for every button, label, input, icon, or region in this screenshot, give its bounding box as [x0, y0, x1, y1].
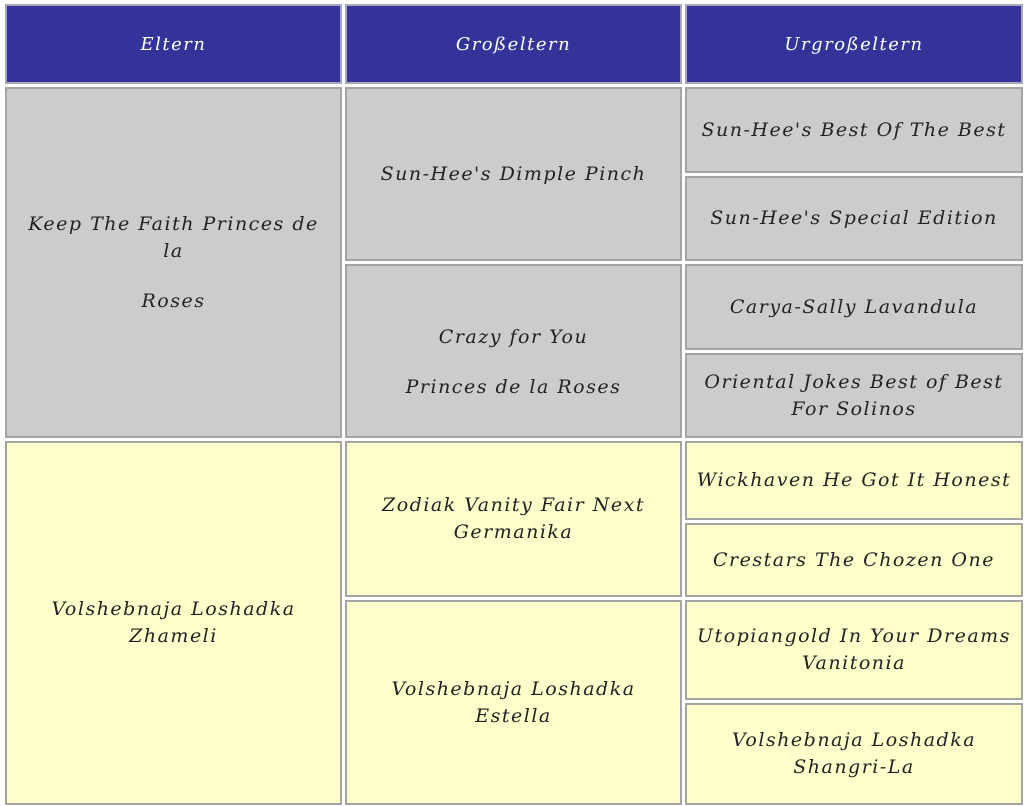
header-parents — [5, 4, 342, 84]
dam-great-grandparent-1-name: Wickhaven He Got It Honest — [696, 469, 1012, 491]
header-great-grandparents-label: Urgroßeltern — [784, 33, 924, 55]
sire-parent-line1: Keep The Faith Princes de la — [28, 212, 319, 262]
sire-parent-line2: Roses — [141, 289, 206, 312]
dam-parent-cell — [5, 441, 342, 805]
sire-great-grandparent-1-cell — [685, 87, 1023, 173]
sire-grandparent-1-name: Sun-Hee's Dimple Pinch — [380, 162, 647, 185]
dam-grandparent-1-cell — [345, 441, 682, 597]
sire-grandparent-2-line1: Crazy for You — [438, 325, 589, 348]
header-parents-label: Eltern — [140, 33, 207, 55]
dam-great-grandparent-3-cell — [685, 600, 1023, 700]
header-grandparents — [345, 4, 682, 84]
sire-grandparent-2-cell — [345, 264, 682, 438]
dam-great-grandparent-1-cell — [685, 441, 1023, 520]
sire-grandparent-1-cell — [345, 87, 682, 261]
sire-great-grandparent-2-name: Sun-Hee's Special Edition — [710, 207, 998, 229]
dam-great-grandparent-4-cell — [685, 703, 1023, 805]
sire-great-grandparent-4-name: Oriental Jokes Best of Best For Solinos — [704, 370, 1004, 420]
sire-great-grandparent-3-name: Carya-Sally Lavandula — [729, 295, 979, 318]
dam-great-grandparent-2-cell — [685, 523, 1023, 597]
dam-grandparent-2-name: Volshebnaja Loshadka Estella — [391, 677, 636, 727]
sire-parent-cell — [5, 87, 342, 438]
sire-great-grandparent-4-cell — [685, 353, 1023, 438]
header-grandparents-label: Großeltern — [455, 33, 572, 55]
sire-great-grandparent-2-cell — [685, 176, 1023, 261]
dam-parent-name: Volshebnaja Loshadka Zhameli — [51, 598, 296, 647]
dam-great-grandparent-4-name: Volshebnaja Loshadka Shangri-La — [731, 729, 977, 778]
header-great-grandparents — [685, 4, 1023, 84]
dam-grandparent-2-cell — [345, 600, 682, 805]
sire-great-grandparent-3-cell — [685, 264, 1023, 350]
dam-great-grandparent-3-name: Utopiangold In Your Dreams Vanitonia — [697, 625, 1011, 674]
sire-great-grandparent-1-name: Sun-Hee's Best Of The Best — [701, 118, 1007, 141]
sire-grandparent-2-line2: Princes de la Roses — [405, 375, 622, 398]
dam-grandparent-1-name: Zodiak Vanity Fair Next Germanika — [382, 494, 645, 543]
dam-great-grandparent-2-name: Crestars The Chozen One — [713, 548, 995, 571]
